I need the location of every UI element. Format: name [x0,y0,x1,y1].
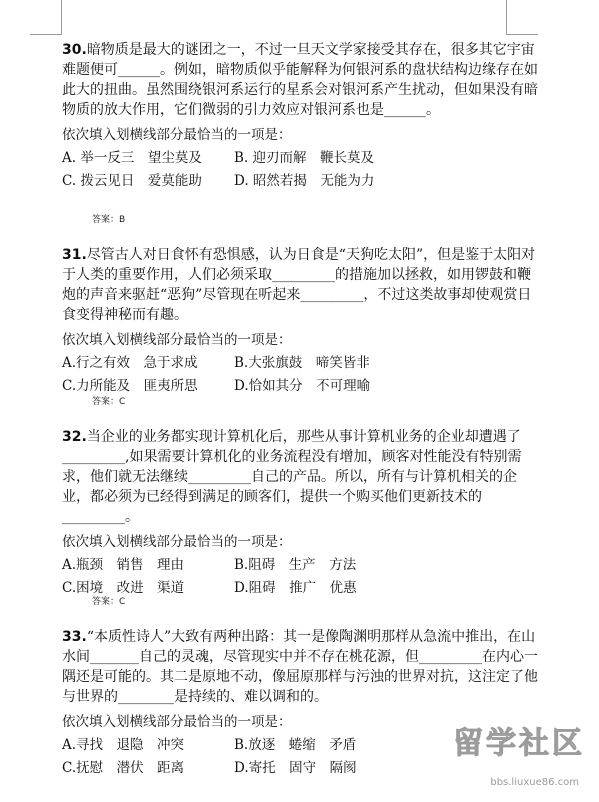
question-31 [62,245,542,395]
option-c: C.困境 改进 渠道 [62,580,185,596]
answer-32: 答案：C [92,597,126,607]
question-number: 33. [62,629,87,645]
options [62,354,542,395]
option-d: D.恰如其分 不可理喻 [234,378,371,394]
question-stem [62,627,542,707]
option-d: D.阻碍 推广 优惠 [234,580,357,596]
option-a: A.瓶颈 销售 理由 [62,557,185,573]
option-c: C.抚慰 潜伏 距离 [62,760,185,776]
crop-mark-top-right-h [506,34,538,35]
question-stem [62,245,542,325]
question-number: 30. [62,42,87,58]
question-stem [62,40,542,120]
crop-mark-top-left-h [30,34,62,35]
option-a: A.行之有效 急于求成 [62,355,198,371]
question-text: “本质性诗人”大致有两种出路：其一是像陶渊明那样从急流中推出，在山水间_______自己的灵魂，尽管现实中并不存在桃花源，但_________在内心一隅还是可能的。其二是原地不动，像屈原那样与污浊的世界对抗，这注定了他与世界的________是持续的、难以调和的。 [62,629,538,705]
question-32 [62,427,542,597]
question-text: 当企业的业务都实现计算机化后，那些从事计算机业务的企业却遭遇了_________,如果需要计算机化的业务流程没有增加，顾客对性能没有特别需求，他们就无法继续_________自己的产品。所以，所有与计算机相关的企业，都必须为已经得到满足的顾客们，提供一个购买他们更新技术的_________。 [62,429,522,525]
option-d: D.寄托 固守 隔阂 [234,760,357,776]
question-prompt: 依次填入划横线部分最恰当的一项是： [62,714,292,730]
watermark-url: bbs.liuxue86.com [490,777,579,788]
question-stem [62,427,542,527]
option-b: B. 迎刃而解 鞭长莫及 [234,150,375,166]
question-prompt: 依次填入划横线部分最恰当的一项是： [62,534,292,550]
option-b: B.阻碍 生产 方法 [234,557,357,573]
option-c: C. 拨云见日 爱莫能助 [62,173,202,189]
question-prompt: 依次填入划横线部分最恰当的一项是： [62,127,292,143]
option-a: A.寻找 退隐 冲突 [62,737,185,753]
option-c: C.力所能及 匪夷所思 [62,378,198,394]
question-prompt: 依次填入划横线部分最恰当的一项是： [62,332,292,348]
answer-31: 答案：C [92,397,126,407]
answer-30: 答案：B [92,215,126,225]
watermark-text: 留学社区 [453,726,585,761]
options [62,149,542,190]
option-d: D. 昭然若揭 无能为力 [234,173,375,189]
question-number: 31. [62,247,87,263]
question-number: 32. [62,429,87,445]
option-a: A. 举一反三 望尘莫及 [62,150,202,166]
question-text: 尽管古人对日食怀有恐惧感，认为日食是“天狗吃太阳”，但是鉴于太阳对于人类的重要作用，人们必须采取_________的措施加以拯救，如用锣鼓和鞭炮的声音来驱赶“恶狗”尽管现在听起来_________，不过这类故事却使观赏日食变得神秘而有趣。 [62,247,536,323]
watermark-logo [446,726,591,796]
crop-mark-top-right-v [506,0,507,34]
options [62,556,542,597]
crop-mark-top-left-v [61,0,62,34]
question-30 [62,40,542,190]
option-b: B.大张旗鼓 啼笑皆非 [234,355,370,371]
option-b: B.放逐 蜷缩 矛盾 [234,737,357,753]
question-text: 暗物质是最大的谜团之一，不过一旦天文学家接受其存在，很多其它宇宙难题便可______。例如，暗物质似乎能解释为何银河系的盘状结构边缘存在如此大的扭曲。虽然围绕银河系运行的星系会对银河系产生扰动，但如果没有暗物质的放大作用，它们微弱的引力效应对银河系也是______。 [62,42,538,118]
